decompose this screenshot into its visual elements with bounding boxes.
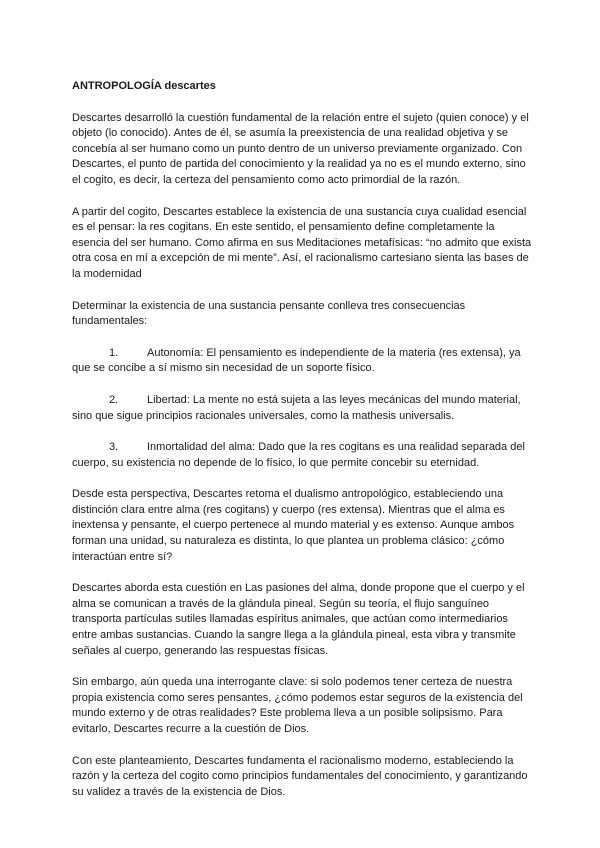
list-item-text: Autonomía: El pensamiento es independiente de la materia (res extensa), ya que se concibe a sí mismo sin necesidad de un soporte físico. <box>72 346 521 375</box>
paragraph-intro: Descartes desarrolló la cuestión fundamental de la relación entre el sujeto (quien conoce) y el objeto (lo conocido). Antes de él, se asumía la preexistencia de una realidad objetiva y se concebía al ser humano como un punto dentro de un universo previamente organizado. Con Descartes, el punto de partida del conocimiento y la realidad ya no es el mundo externo, sino el cogito, es decir, la certeza del pensamiento como acto primordial de la razón. <box>72 111 529 186</box>
document-body <box>72 79 532 816</box>
list-item-number: 2. <box>109 393 119 406</box>
list-item-text: Inmortalidad del alma: Dado que la res cogitans es una realidad separada del cuerpo, su existencia no depende de lo físico, lo que permite concebir su eternidad. <box>72 441 525 469</box>
list-item-inmortalidad <box>72 440 532 471</box>
paragraph-dualismo: Desde esta perspectiva, Descartes retoma el dualismo antropológico, estableciendo una distinción clara entre alma (res cogitans) y cuerpo (res extensa). Mientras que el alma es inextensa y pensante, el cuerpo pertenece al mundo material y es extenso. Aunque ambos forman una unidad, su naturaleza es distinta, lo que plantea un problema clásico: ¿cómo interactúan entre sí? <box>72 488 515 563</box>
list-item-number: 3. <box>109 441 119 454</box>
paragraph-solipsismo: Sin embargo, aún queda una interrogante clave: si solo podemos tener certeza de nuestra propia existencia como seres pensantes, ¿cómo podemos estar seguros de la existencia del mundo externo y de otras realidades? Este problema lleva a un posible solipsismo. Para evitarlo, Descartes recurre a la cuestión de Dios. <box>72 676 523 735</box>
paragraph-cogito: A partir del cogito, Descartes establece la existencia de una sustancia cuya cualidad esencial es el pensar: la res cogitans. En este sentido, el pensamiento define completamente la esencia del ser humano. Como afirma en sus Meditaciones metafísicas: “no admito que exista otra cosa en mí a excepción de mi mente”. Así, el racionalismo cartesiano sienta las bases de la modernidad <box>72 205 532 280</box>
list-item-number: 1. <box>109 346 119 359</box>
paragraph-consequences-intro: Determinar la existencia de una sustancia pensante conlleva tres consecuencias fundamentales: <box>72 299 466 328</box>
document-title: ANTROPOLOGÍA descartes <box>72 80 216 92</box>
paragraph-glandula-pineal: Descartes aborda esta cuestión en Las pasiones del alma, donde propone que el cuerpo y el alma se comunican a través de la glándula pineal. Según su teoría, el flujo sanguíneo transporta partículas sutiles llamadas espíritus animales, que actúan como intermediarios entre ambas sustancias. Cuando la sangre llega a la glándula pineal, esta vibra y transmite señales al cuerpo, generando las respuestas físicas. <box>72 582 525 657</box>
list-item-libertad <box>72 393 532 424</box>
list-item-autonomia <box>72 346 532 377</box>
list-item-text: Libertad: La mente no está sujeta a las leyes mecánicas del mundo material, sino que sigue principios racionales universales, como la mathesis universalis. <box>72 393 521 422</box>
paragraph-conclusion: Con este planteamiento, Descartes fundamenta el racionalismo moderno, estableciendo la razón y la certeza del cogito como principios fundamentales del conocimiento, y garantizando su validez a través de la existencia de Dios. <box>72 754 528 798</box>
